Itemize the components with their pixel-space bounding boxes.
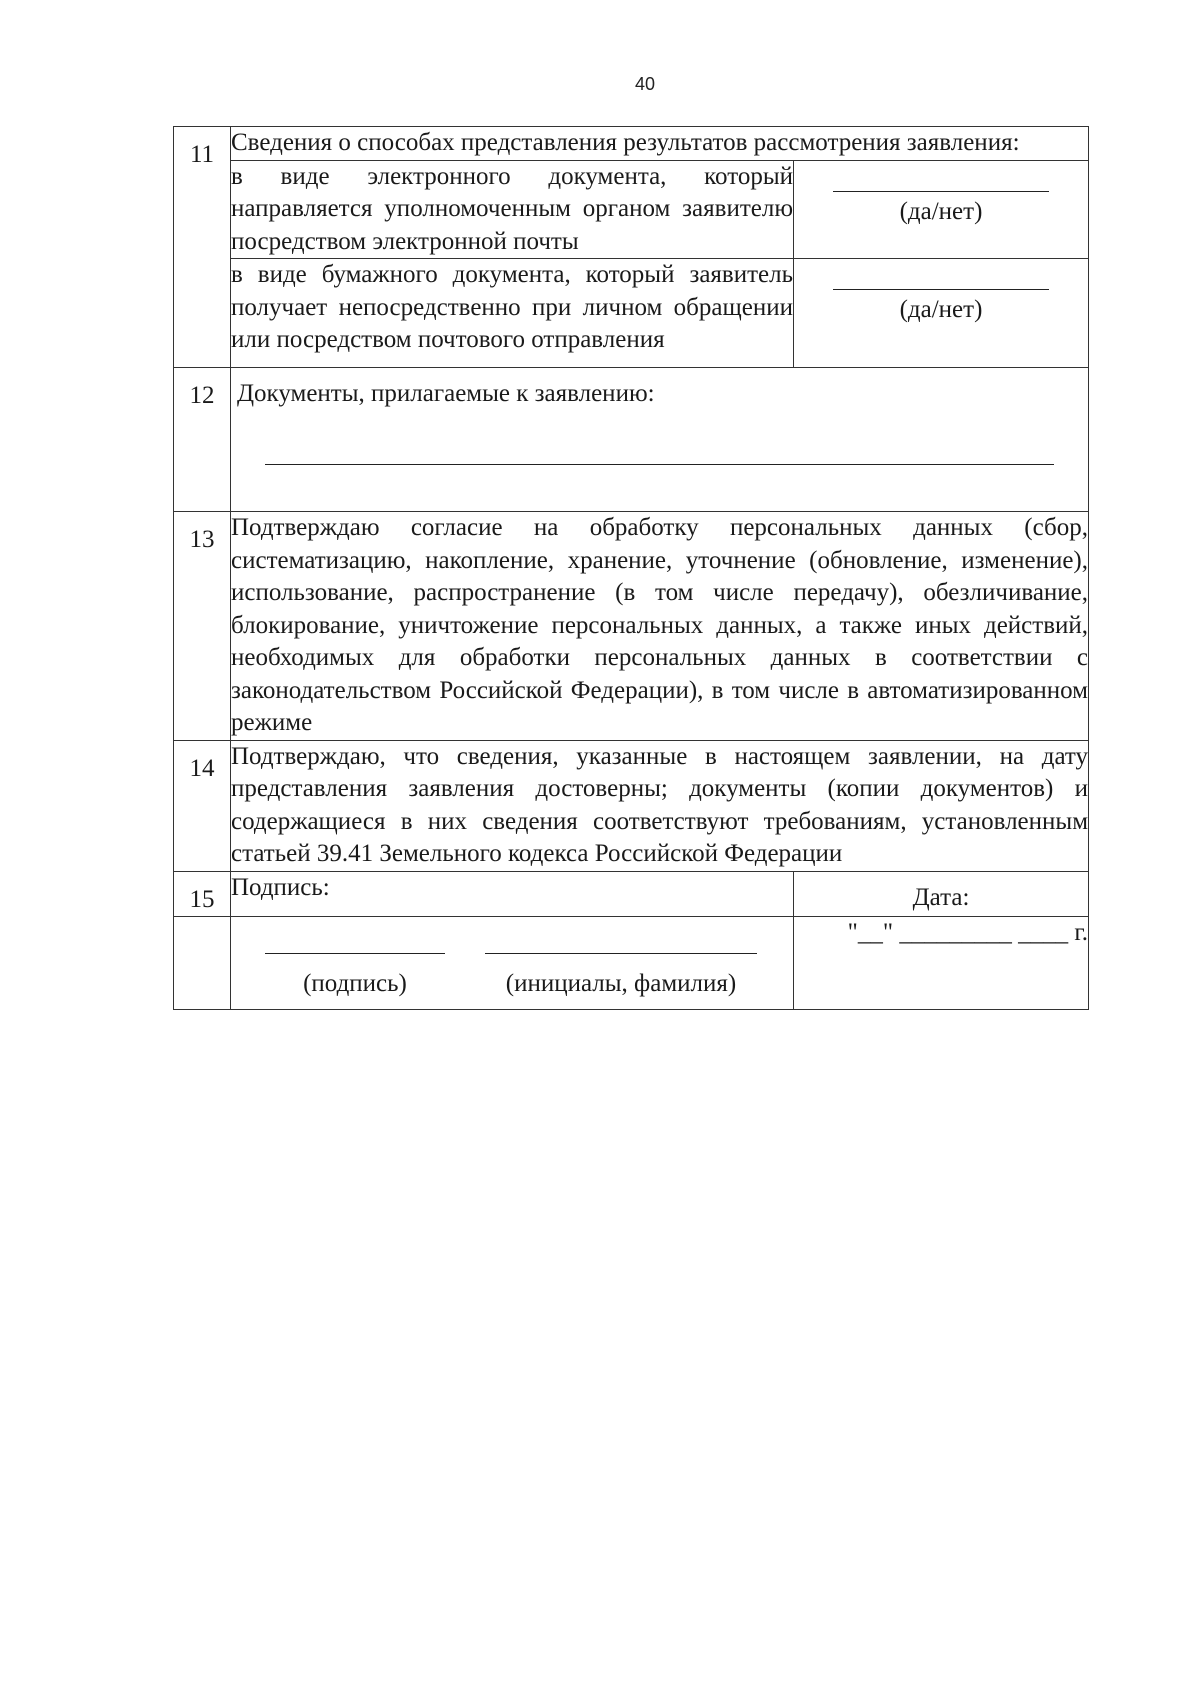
date-label: Дата: [794, 871, 1089, 917]
option-paper-text: в виде бумажного документа, который заявитель получает непосредственно при личном обращении или посредством почтового отправления [231, 259, 794, 368]
option-paper-answer[interactable] [794, 259, 1089, 368]
signature-field[interactable] [265, 917, 445, 1001]
attached-documents-line[interactable] [265, 464, 1054, 465]
answer-blank-line[interactable] [833, 181, 1049, 192]
date-field[interactable]: "__" _________ ____ г. [794, 917, 1089, 1010]
row-11-heading [174, 127, 1089, 161]
answer-caption: (да/нет) [899, 296, 983, 323]
row-15-labels [174, 871, 1089, 917]
row-13 [174, 512, 1089, 741]
row-15-fields [174, 917, 1089, 1010]
row-number: 12 [174, 367, 231, 512]
signature-fields [231, 917, 794, 1010]
signature-line[interactable] [265, 917, 445, 954]
option-email-answer[interactable] [794, 160, 1089, 259]
row-14 [174, 740, 1089, 871]
row-11-option-paper [174, 259, 1089, 368]
option-email-text: в виде электронного документа, который направляется уполномоченным органом заявителю посредством электронной почты [231, 160, 794, 259]
empty-number-cell [174, 917, 231, 1010]
signature-caption: (подпись) [303, 970, 407, 997]
row-11-heading-text: Сведения о способах представления результатов рассмотрения заявления: [231, 127, 1089, 161]
row-number: 11 [174, 127, 231, 368]
signature-label: Подпись: [231, 871, 794, 917]
name-caption: (инициалы, фамилия) [505, 970, 737, 997]
name-field[interactable] [485, 917, 757, 1001]
answer-caption: (да/нет) [899, 197, 983, 225]
attached-documents-label: Документы, прилагаемые к заявлению: [237, 379, 655, 407]
row-12 [174, 367, 1089, 512]
confirmation-text: Подтверждаю, что сведения, указанные в настоящем заявлении, на дату представления заявления достоверны; документы (копии документов) и содержащиеся в них сведения соответствуют требованиям, установленным статьей 39.41 Земельного кодекса Российской Федерации [231, 740, 1089, 871]
row-12-content [231, 367, 1089, 512]
application-form-table [173, 126, 1089, 1010]
row-11-option-email [174, 160, 1089, 259]
row-number: 15 [174, 871, 231, 917]
consent-text: Подтверждаю согласие на обработку персональных данных (сбор, систематизацию, накопление, хранение, уточнение (обновление, изменение), использование, распространение (в том числе передачу), обезличивание, блокирование, уничтожение персональных данных, а также иных действий, необходимых для обработки персональных данных в соответствии с законодательством Российской Федерации), в том числе в автоматизированном режиме [231, 512, 1089, 741]
page-number: 40 [634, 74, 656, 94]
name-line[interactable] [485, 917, 757, 954]
row-number: 14 [174, 740, 231, 871]
answer-blank-line[interactable] [833, 279, 1049, 290]
row-number: 13 [174, 512, 231, 741]
